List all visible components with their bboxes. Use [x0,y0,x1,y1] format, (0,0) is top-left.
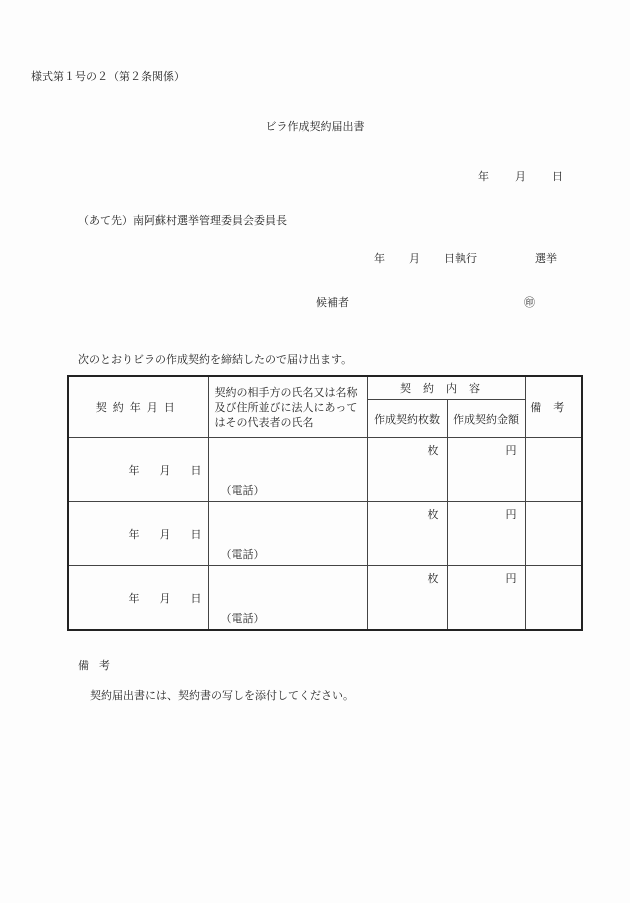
contract-date-cell[interactable]: 年 月 日 [68,438,208,502]
table-row [68,502,582,566]
tel-label: （電話） [220,548,265,561]
header-row [68,376,582,400]
table-row [68,438,582,502]
submission-date [478,168,563,184]
header-contract-date: 契約年月日 [68,376,208,438]
election-label: 選挙 [535,252,557,265]
notes-title: 備考 [78,659,120,672]
quantity-cell[interactable] [367,438,447,502]
form-id: 様式第１号の２（第２条関係） [31,70,185,83]
contract-table [67,375,583,631]
header-remarks: 備考 [525,376,582,438]
date-month-label: 月 [515,170,526,183]
amt-unit: 円 [505,572,517,585]
amount-cell[interactable] [447,566,525,631]
header-quantity: 作成契約枚数 [367,400,447,438]
remarks-cell[interactable] [525,438,582,502]
header-content: 契約内容 [367,376,525,400]
tel-label: （電話） [220,484,265,497]
table-row [68,566,582,631]
contract-date-cell[interactable]: 年 月 日 [68,502,208,566]
party-cell[interactable] [208,438,367,502]
party-cell[interactable] [208,502,367,566]
addressee: （あて先）南阿蘇村選挙管理委員会委員長 [78,214,287,227]
quantity-cell[interactable] [367,566,447,631]
party-cell[interactable] [208,566,367,631]
header-party: 契約の相手方の氏名又は名称及び住所並びに法人にあってはその代表者の氏名 [208,376,367,438]
date-day-label: 日 [552,170,563,183]
amt-unit: 円 [505,508,517,521]
date-year-label: 年 [478,170,489,183]
tel-label: （電話） [220,612,265,625]
intro-text: 次のとおりビラの作成契約を締結したので届け出ます。 [78,353,353,366]
page-title: ビラ作成契約届出書 [265,120,365,133]
election-day-exec-label: 日執行 [444,252,477,265]
qty-unit: 枚 [427,444,439,457]
header-amount: 作成契約金額 [447,400,525,438]
amt-unit: 円 [505,444,517,457]
election-month-label: 月 [409,252,420,265]
election-year-label: 年 [374,252,385,265]
contract-date-cell[interactable]: 年 月 日 [68,566,208,631]
remarks-cell[interactable] [525,502,582,566]
remarks-cell[interactable] [525,566,582,631]
qty-unit: 枚 [427,572,439,585]
election-date [374,250,557,266]
seal-icon: ㊞ [524,296,535,309]
notes-body: 契約届出書には、契約書の写しを添付してください。 [90,689,354,702]
amount-cell[interactable] [447,502,525,566]
amount-cell[interactable] [447,438,525,502]
quantity-cell[interactable] [367,502,447,566]
candidate-label: 候補者 [316,296,349,309]
qty-unit: 枚 [427,508,439,521]
